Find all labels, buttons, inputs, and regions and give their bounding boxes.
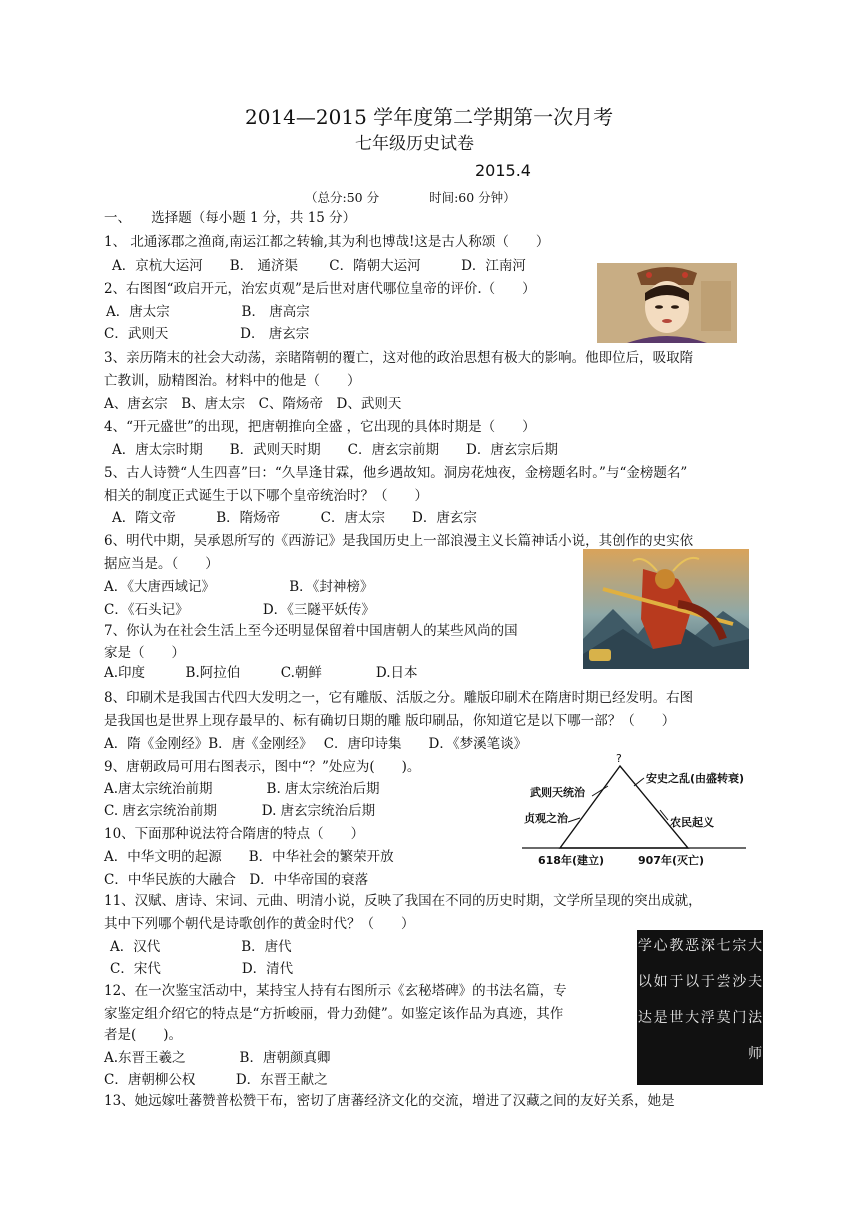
- calligraphy-glyph: 师: [748, 1046, 763, 1062]
- calligraphy-glyph: 夫: [748, 974, 763, 990]
- calligraphy-glyph: 尝: [716, 974, 731, 990]
- calligraphy-glyph: 深: [700, 938, 715, 954]
- diagram-label-zhenguan: 贞观之治: [524, 812, 568, 825]
- calligraphy-glyph: 以: [637, 974, 652, 990]
- q3-line1: 3、亲历隋末的社会大动荡，亲睹隋朝的覆亡，这对他的政治思想有极大的影响。他即位后，吸取隋: [104, 350, 694, 366]
- calligraphy-glyph: 七: [716, 938, 731, 954]
- q12-line2: 家鉴定组介绍它的特点是“方折峻丽，骨力劲健”。如鉴定该作品为真迹，其作: [104, 1006, 564, 1022]
- q6-line1: 6、明代中期，吴承恩所写的《西游记》是我国历史上一部浪漫主义长篇神话小说，其创作的史实依: [104, 533, 694, 549]
- q3-line2: 亡教训，励精图治。材料中的他是（ ）: [104, 373, 361, 389]
- q9-options-cd: C. 唐玄宗统治前期 D. 唐玄宗统治后期: [104, 803, 376, 819]
- q9-stem: 9、唐朝政局可用右图表示，图中“？”处应为( )。: [104, 759, 421, 775]
- q13-line1: 13、她远嫁吐蕃赞普松赞干布，密切了唐蕃经济文化的交流，增进了汉藏之间的友好关系，她是: [104, 1093, 675, 1109]
- q12-options-cd: C．唐朝柳公权 D．东晋王献之: [104, 1072, 328, 1088]
- q4-stem: 4、“开元盛世”的出现，把唐朝推向全盛 ，它出现的具体时期是（ ）: [104, 419, 536, 435]
- calligraphy-glyph: 大: [685, 1010, 700, 1026]
- q10-options-cd: C．中华民族的大融合 D．中华帝国的衰落: [104, 872, 369, 888]
- q8-options: A．隋《金刚经》B．唐《金刚经》 C．唐印诗集 D．《梦溪笔谈》: [104, 736, 528, 752]
- q7-line1: 7、你认为在社会生活上至今还明显保留着中国唐朝人的某些风尚的国: [104, 623, 518, 639]
- calligraphy-glyph: 教: [669, 938, 684, 954]
- calligraphy-glyph: 莫: [716, 1010, 731, 1026]
- q12-line1: 12、在一次鉴宝活动中，某持宝人持有右图所示《玄秘塔碑》的书法名篇，专: [104, 983, 567, 999]
- exam-date: 2015.4: [475, 161, 531, 180]
- exam-info: （总分:50 分 时间:60 分钟）: [305, 190, 516, 205]
- q7-line2: 家是（ ）: [104, 645, 185, 661]
- calligraphy-glyph: 浮: [700, 1010, 715, 1026]
- calligraphy-glyph: 心: [653, 938, 668, 954]
- section-heading: 一、 选择题（每小题 1 分，共 15 分）: [104, 210, 357, 226]
- q6-line2: 据应当是。（ ）: [104, 556, 219, 572]
- q11-line2: 其中下列哪个朝代是诗歌创作的黄金时代？（ ）: [104, 916, 415, 932]
- q5-options: A．隋文帝 B．隋炀帝 C．唐太宗 D．唐玄宗: [112, 510, 477, 526]
- calligraphy-glyph: 宗: [732, 938, 747, 954]
- q4-options: A．唐太宗时期 B．武则天时期 C．唐玄宗前期 D．唐玄宗后期: [112, 442, 558, 458]
- q8-line1: 8、印刷术是我国古代四大发明之一，它有雕版、活版之分。雕版印刷术在隋唐时期已经发明。右图: [104, 690, 694, 706]
- calligraphy-glyph: 是: [653, 1010, 668, 1026]
- q5-line2: 相关的制度正式诞生于以下哪个皇帝统治时？（ ）: [104, 488, 428, 504]
- calligraphy-glyph: 达: [637, 1010, 652, 1026]
- exam-title: 2014—2015 学年度第二学期第一次月考: [245, 105, 614, 129]
- monkey-king-image: [583, 549, 749, 669]
- calligraphy-glyph: 法: [748, 1010, 763, 1026]
- calligraphy-glyph: 恶: [685, 938, 700, 954]
- calligraphy-glyph: 世: [669, 1010, 684, 1026]
- q5-line1: 5、古人诗赞“人生四喜”曰：“久旱逢甘霖，他乡遇故知。洞房花烛夜，金榜题名时。”与“金榜题名”: [104, 465, 688, 481]
- q12-options-ab: A.东晋王羲之 B．唐朝颜真卿: [104, 1050, 331, 1066]
- q9-options-ab: A.唐太宗统治前期 B. 唐太宗统治后期: [104, 781, 380, 797]
- q10-options-ab: A．中华文明的起源 B．中华社会的繁荣开放: [104, 849, 394, 865]
- calligraphy-glyph: 于: [669, 974, 684, 990]
- q12-line3: 者是( )。: [104, 1027, 183, 1043]
- diagram-label-anshi: 安史之乱(由盛转衰): [646, 772, 745, 785]
- q10-stem: 10、下面那种说法符合隋唐的特点（ ）: [104, 826, 365, 842]
- q6-options-ab: A．《大唐西域记》 B．《封神榜》: [104, 579, 374, 595]
- q6-options-cd: C．《石头记》 D．《三隧平妖传》: [104, 602, 375, 618]
- exam-subtitle: 七年级历史试卷: [355, 134, 474, 154]
- q7-options: A.印度 B.阿拉伯 C.朝鲜 D.日本: [104, 665, 418, 681]
- calligraphy-rubbing-image: [637, 930, 763, 1085]
- diagram-label-wuzetian: 武则天统治: [530, 786, 585, 799]
- q2-stem: 2、右图图“政启开元，治宏贞观”是后世对唐代哪位皇帝的评价.（ ）: [104, 281, 536, 297]
- diagram-top-label: ?: [616, 752, 622, 765]
- calligraphy-glyph: 门: [732, 1010, 747, 1026]
- calligraphy-glyph: 如: [653, 974, 668, 990]
- q2-options-ab: A．唐太宗 B． 唐高宗: [106, 304, 310, 320]
- q1-stem: 1、 北通涿郡之渔商,南运江都之转输,其为利也博哉!这是古人称颂（ ）: [104, 234, 550, 250]
- q11-options-ab: A．汉代 B．唐代: [110, 939, 292, 955]
- q11-line1: 11、汉赋、唐诗、宋词、元曲、明清小说，反映了我国在不同的历史时期，文学所呈现的突出成就，: [104, 893, 702, 909]
- diagram-label-618: 618年(建立): [538, 854, 605, 867]
- tang-politics-diagram: [520, 752, 748, 870]
- diagram-label-peasant: 农民起义: [670, 816, 714, 829]
- q11-options-cd: C．宋代 D．清代: [110, 961, 294, 977]
- q2-options-cd: C．武则天 D． 唐玄宗: [104, 326, 310, 342]
- diagram-label-907: 907年(灭亡): [638, 854, 705, 867]
- calligraphy-glyph: 沙: [732, 974, 747, 990]
- calligraphy-glyph: 以: [685, 974, 700, 990]
- empress-portrait-image: [597, 263, 737, 343]
- calligraphy-glyph: 学: [637, 938, 652, 954]
- calligraphy-glyph: 大: [748, 938, 763, 954]
- q8-line2: 是我国也是世界上现存最早的、标有确切日期的雕 版印刷品，你知道它是以下哪一部？（ ）: [104, 713, 676, 729]
- q1-options: A．京杭大运河 B． 通济渠 C．隋朝大运河 D．江南河: [112, 258, 526, 274]
- q3-options: A、唐玄宗 B、唐太宗 C、隋炀帝 D、武则天: [104, 396, 402, 412]
- calligraphy-glyph: 于: [700, 974, 715, 990]
